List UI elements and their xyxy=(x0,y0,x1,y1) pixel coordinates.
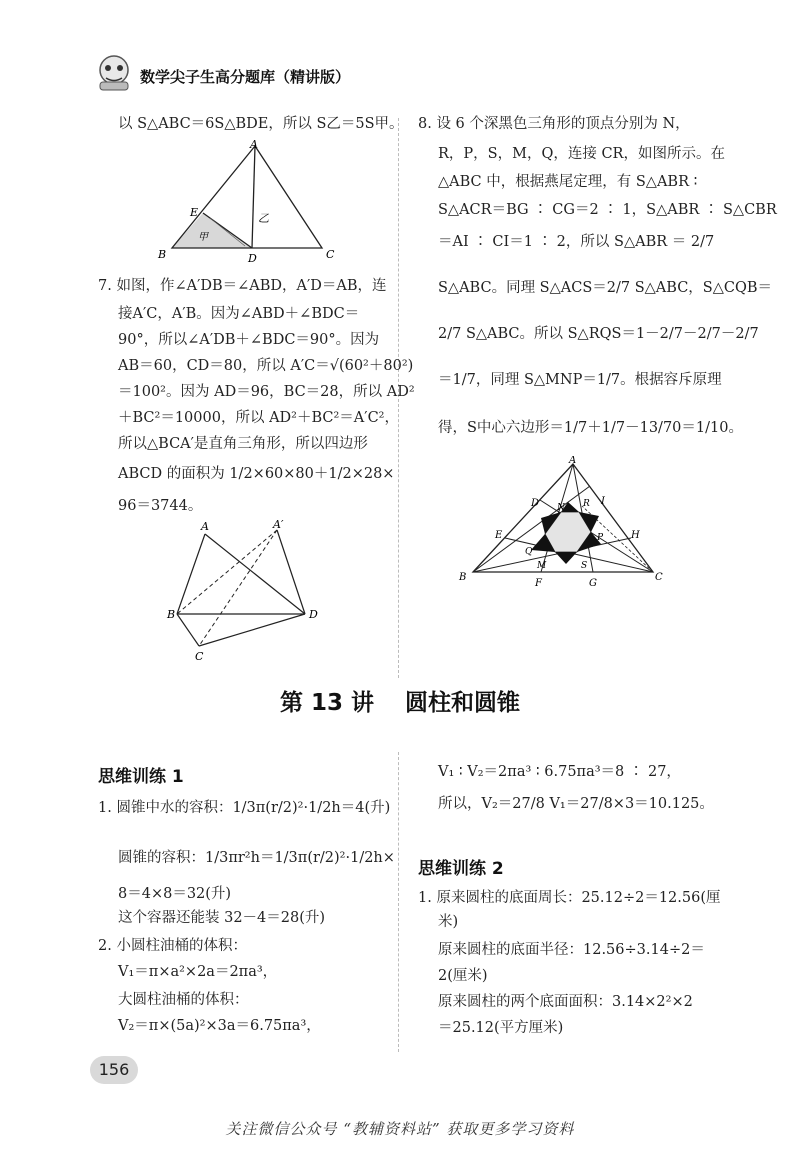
section2-line: 2(厘米) xyxy=(438,968,488,984)
left-top-line: 以 S△ABC＝6S△BDE，所以 S乙＝5S甲。 xyxy=(118,116,404,132)
problem8-line: △ABC 中，根据燕尾定理，有 S△ABR ∶ xyxy=(438,174,698,190)
footer-watermark: 关注微信公众号 “教辅资料站” 获取更多学习资料 xyxy=(225,1120,575,1138)
section2-line: 原来圆柱的底面半径：12.56÷3.14÷2＝ xyxy=(438,942,705,958)
problem7-line: 90°，所以∠A′DB＋∠BDC＝90°。因为 xyxy=(118,332,380,348)
chapter-title: 第 13 讲 圆柱和圆锥 xyxy=(279,690,521,716)
fig2-label: C xyxy=(195,650,204,663)
fig2-label: A xyxy=(201,520,209,533)
fig3-label: M xyxy=(537,561,547,571)
problem8-line: 得，S中心六边形＝1/7＋1/7－13/70＝1/10。 xyxy=(438,420,743,436)
fig1-label: D xyxy=(248,252,257,265)
problem8-line: 8. 设 6 个深黑色三角形的顶点分别为 N， xyxy=(418,116,690,132)
section1-line: 1. 圆锥中水的容积：1/3π(r/2)²·1/2h＝4(升) xyxy=(98,800,391,816)
section2-line: 米) xyxy=(438,914,459,930)
section2-title: 思维训练 2 xyxy=(418,859,504,879)
fig1-label: 甲 xyxy=(198,232,208,243)
problem8-line: S△ABC。同理 S△ACS＝2/7 S△ABC，S△CQB＝ xyxy=(438,280,773,296)
fig3-label: P xyxy=(597,533,604,543)
section2-line: ＝25.12(平方厘米) xyxy=(438,1020,564,1036)
fig1-label: C xyxy=(326,248,335,261)
figure-triangle-abc-1 xyxy=(150,138,350,266)
problem7-line: ABCD 的面积为 1/2×60×80＋1/2×28× xyxy=(118,466,395,482)
fig3-label: Q xyxy=(525,547,533,557)
fig3-label: S xyxy=(581,561,588,571)
fig1-label: 乙 xyxy=(258,212,269,225)
problem7-line: 7. 如图，作∠A′DB＝∠ABD，A′D＝AB，连 xyxy=(98,278,387,294)
section2-line: 原来圆柱的两个底面面积：3.14×2²×2 xyxy=(438,994,693,1010)
right-lower-line: V₁ ∶ V₂＝2πa³ ∶ 6.75πa³＝8 ∶ 27， xyxy=(438,764,681,780)
problem7-line: 96＝3744。 xyxy=(118,498,203,514)
fig1-label: B xyxy=(158,248,167,261)
mascot-logo-icon xyxy=(94,52,134,92)
section1-line: V₁＝π×a²×2a＝2πa³， xyxy=(118,964,278,980)
fig3-label: D xyxy=(531,498,540,509)
problem8-line: S△ACR＝BG ∶ CG＝2 ∶ 1，S△ABR ∶ S△CBR xyxy=(438,202,777,218)
problem7-line: 接A′C，A′B。因为∠ABD＋∠BDC＝ xyxy=(118,306,360,322)
fig3-label: F xyxy=(535,578,542,589)
problem8-line: R，P，S，M，Q，连接 CR，如图所示。在 xyxy=(438,146,725,162)
fig2-label: B xyxy=(167,608,176,621)
problem7-line: ＋BC²＝10000，所以 AD²＋BC²＝A′C²， xyxy=(118,410,399,426)
problem8-line: ＝AI ∶ CI＝1 ∶ 2，所以 S△ABR ＝ 2/7 xyxy=(438,234,715,250)
section1-line: 8＝4×8＝32(升) xyxy=(118,886,232,902)
section1-line: 这个容器还能装 32－4＝28(升) xyxy=(118,910,326,926)
figure-quadrilateral-abcd xyxy=(165,518,325,666)
page-number: 156 xyxy=(98,1060,130,1079)
problem7-line: ＝100²。因为 AD＝96，BC＝28，所以 AD² xyxy=(118,384,415,400)
column-divider xyxy=(398,752,399,1052)
fig3-label: B xyxy=(459,572,467,583)
section1-line: 圆锥的容积：1/3πr²h＝1/3π(r/2)²·1/2h× xyxy=(118,850,395,866)
fig2-label: D xyxy=(309,608,318,621)
section2-line: 1. 原来圆柱的底面周长：25.12÷2＝12.56(厘 xyxy=(418,890,721,906)
book-title: 数学尖子生高分题库（精讲版） xyxy=(140,68,351,86)
section1-line: V₂＝π×(5a)²×3a＝6.75πa³， xyxy=(118,1018,321,1034)
fig3-label: H xyxy=(631,530,640,541)
section1-line: 2. 小圆柱油桶的体积： xyxy=(98,938,247,954)
fig3-label: A xyxy=(569,456,577,466)
section1-line: 大圆柱油桶的体积： xyxy=(118,992,249,1008)
fig1-label: A xyxy=(250,138,258,151)
section1-title: 思维训练 1 xyxy=(98,767,184,787)
right-lower-line: 所以，V₂＝27/8 V₁＝27/8×3＝10.125。 xyxy=(438,796,714,812)
problem7-line: AB＝60，CD＝80，所以 A′C＝√(60²＋80²) xyxy=(118,358,414,374)
figure-triangle-hexagon xyxy=(455,456,675,590)
fig1-label: E xyxy=(190,206,199,219)
fig3-label: C xyxy=(655,572,663,583)
problem7-line: 所以△BCA′是直角三角形，所以四边形 xyxy=(118,436,368,452)
fig3-label: N xyxy=(557,503,565,513)
problem8-line: ＝1/7，同理 S△MNP＝1/7。根据容斥原理 xyxy=(438,372,722,388)
fig3-label: G xyxy=(589,578,597,589)
problem8-line: 2/7 S△ABC。所以 S△RQS＝1－2/7－2/7－2/7 xyxy=(438,326,759,342)
fig3-label: R xyxy=(583,499,590,509)
fig2-label: A′ xyxy=(273,518,284,531)
fig3-label: E xyxy=(495,530,503,541)
fig3-label: I xyxy=(601,496,605,507)
